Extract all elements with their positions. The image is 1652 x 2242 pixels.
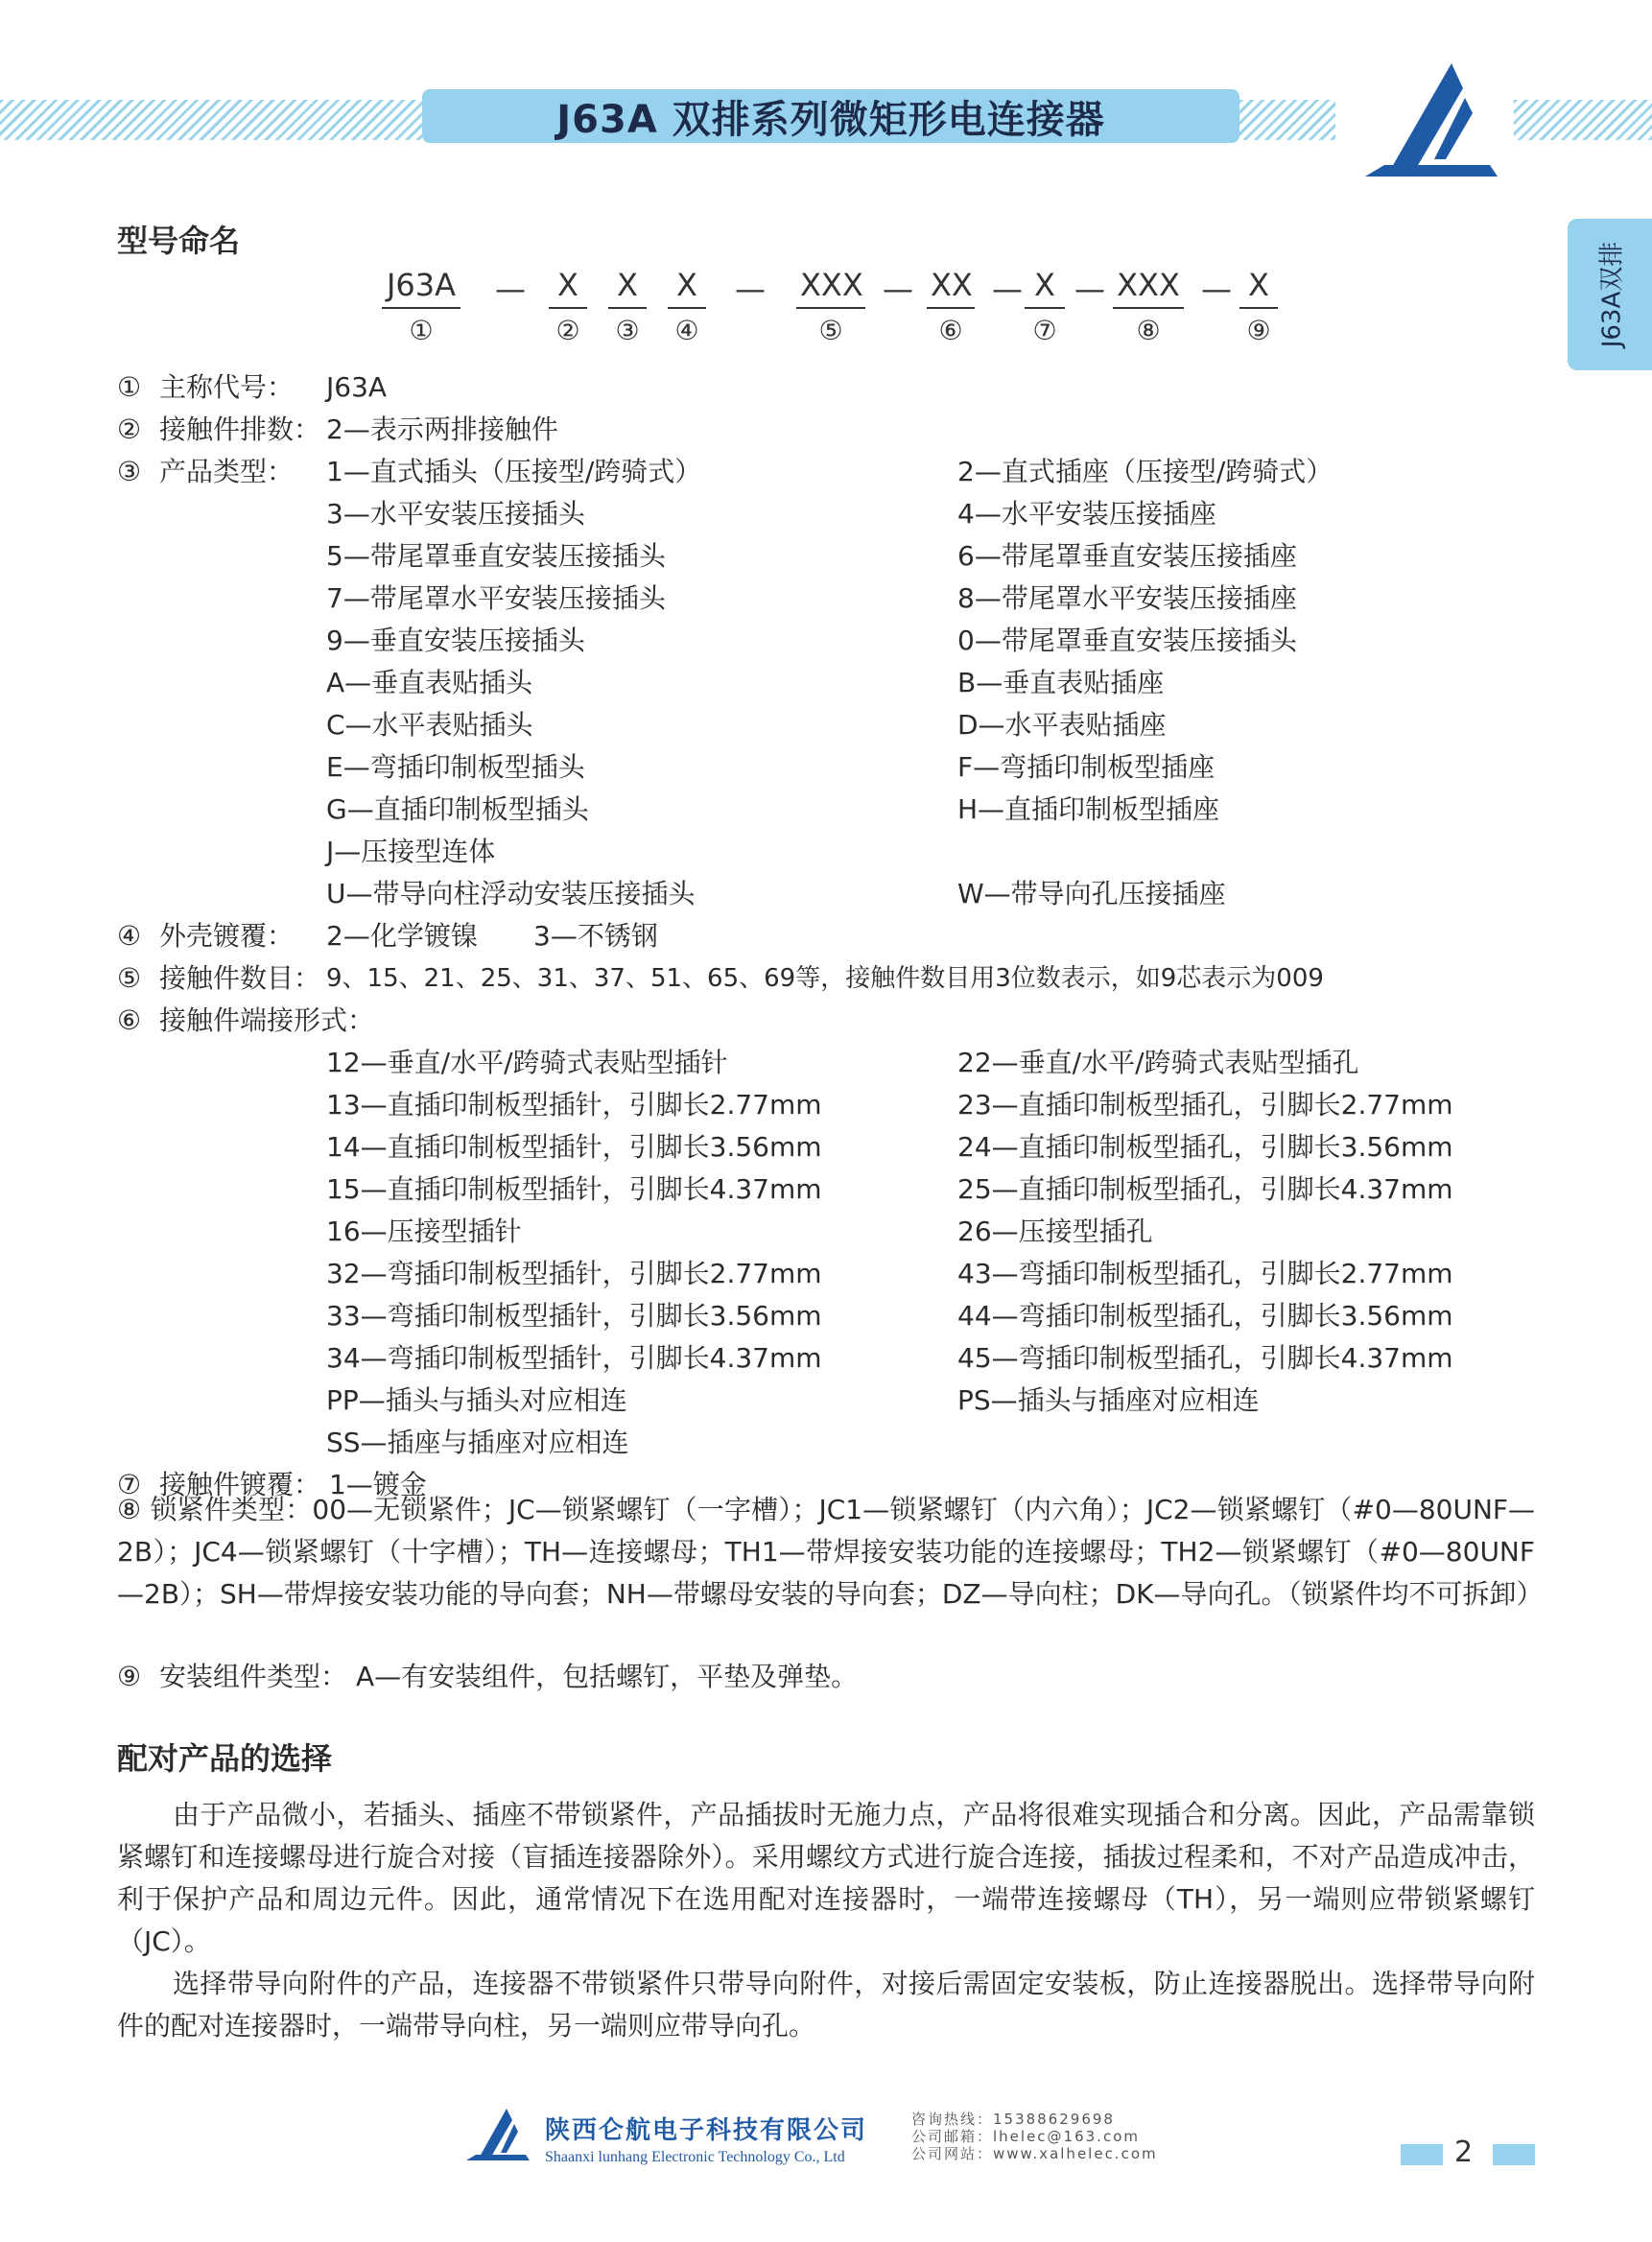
list-item: U—带导向柱浮动安装压接插头: [326, 878, 696, 909]
code-part: XXX: [1113, 267, 1184, 309]
list-item: 24—直插印制板型插孔，引脚长3.56mm: [957, 1131, 1453, 1163]
list-item: J—压接型连体: [326, 836, 496, 867]
list-item: C—水平表贴插头: [326, 709, 533, 741]
code-segment: [549, 267, 587, 347]
item-mount-kit: [117, 1660, 858, 1694]
list-item: G—直插印制板型插头: [326, 793, 589, 825]
item-value: 1—镀金: [328, 1469, 427, 1500]
contact-phone: 咨询热线：15388629698: [911, 2111, 1115, 2128]
item-number: ②: [117, 413, 142, 445]
item-label: 接触件端接形式：: [159, 1004, 375, 1036]
code-segment: [668, 267, 706, 347]
code-number: ⑨: [1246, 315, 1271, 346]
code-dash: —: [883, 271, 913, 307]
code-part: X: [668, 267, 706, 309]
item-number: ⑦: [117, 1469, 142, 1500]
code-number: ⑦: [1032, 315, 1057, 346]
item-number: ⑥: [117, 1004, 142, 1036]
code-part: XX: [927, 267, 975, 309]
list-item: 6—带尾罩垂直安装压接插座: [957, 540, 1297, 572]
section-heading-mating: 配对产品的选择: [117, 1740, 333, 1777]
code-dash: —: [1201, 271, 1232, 307]
list-item: 43—弯插印制板型插孔，引脚长2.77mm: [957, 1258, 1453, 1289]
list-item: 32—弯插印制板型插针，引脚长2.77mm: [326, 1258, 822, 1289]
code-number: ②: [555, 315, 580, 346]
list-item: 45—弯插印制板型插孔，引脚长4.37mm: [957, 1342, 1453, 1374]
code-dash: —: [735, 271, 766, 307]
list-item: SS—插座与插座对应相连: [326, 1427, 629, 1458]
page-bar-left: [1401, 2144, 1443, 2165]
code-number: ⑤: [818, 315, 843, 346]
list-item: 15—直插印制板型插针，引脚长4.37mm: [326, 1173, 822, 1205]
contact-info: [911, 2111, 1158, 2162]
code-segment: [1025, 267, 1065, 347]
item-value: A—有安装组件，包括螺钉，平垫及弹垫。: [355, 1661, 859, 1692]
list-item: 12—垂直/水平/跨骑式表贴型插针: [326, 1047, 728, 1078]
list-item: A—垂直表贴插头: [326, 667, 533, 698]
item-label: 接触件数目：: [159, 962, 321, 994]
mating-description: [117, 1794, 1535, 2047]
list-item: 13—直插印制板型插针，引脚长2.77mm: [326, 1089, 822, 1121]
item-lock-type: ⑧ 锁紧件类型：00—无锁紧件；JC—锁紧螺钉（一字槽）；JC1—锁紧螺钉（内六角）；JC2—锁紧螺钉（#0—80UNF—2B）；JC4—锁紧螺钉（十字槽）；TH—连接螺母；TH1—带焊接安装功能的连接螺母；TH2—锁紧螺钉（#0—80UNF—2B）；SH—带焊接安装功能的导向套；NH—带螺母安装的导向套；DZ—导向柱；DK—导向孔。（锁紧件均不可拆卸）: [117, 1494, 1544, 1610]
item-main-code: [117, 370, 294, 405]
code-segment: [796, 267, 865, 347]
list-item: 3—水平安装压接插头: [326, 498, 585, 530]
item-label: 安装组件类型：: [159, 1661, 348, 1692]
code-part: X: [608, 267, 647, 309]
item-label: 主称代号：: [159, 371, 295, 403]
code-segment: [608, 267, 647, 347]
side-tab: [1568, 219, 1652, 370]
code-dash: —: [495, 271, 526, 307]
code-segment: [927, 267, 975, 347]
list-item: 4—水平安装压接插座: [957, 498, 1216, 530]
page-title: J63A 双排系列微矩形电连接器: [422, 89, 1239, 143]
page-number: 2: [1454, 2136, 1474, 2169]
header-hatch-far-right: [1514, 100, 1652, 140]
list-item: 16—压接型插针: [326, 1215, 522, 1247]
page-bar-right: [1493, 2144, 1535, 2165]
company-logo-icon: [1357, 59, 1501, 184]
list-item: H—直插印制板型插座: [957, 793, 1220, 825]
list-item: D—水平表贴插座: [957, 709, 1167, 741]
footer-logo-icon: [464, 2107, 531, 2164]
side-tab-label: J63A双排: [1597, 241, 1627, 348]
item-value: 3—不锈钢: [533, 920, 658, 952]
company-name-en: Shaanxi lunhang Electronic Technology Co., Ltd: [545, 2149, 845, 2165]
list-item: 34—弯插印制板型插针，引脚长4.37mm: [326, 1342, 822, 1374]
item-label: 接触件镀覆：: [159, 1469, 321, 1500]
item-label: 产品类型：: [159, 456, 295, 487]
code-dash: —: [992, 271, 1023, 307]
code-part: X: [1239, 267, 1278, 309]
item-value: 2—表示两排接触件: [326, 413, 558, 445]
item-number: ①: [117, 371, 142, 403]
code-part: J63A: [382, 267, 460, 309]
code-part: X: [1025, 267, 1065, 309]
code-number: ③: [615, 315, 640, 346]
list-item: 2—直式插座（压接型/跨骑式）: [957, 456, 1333, 487]
list-item: 14—直插印制板型插针，引脚长3.56mm: [326, 1131, 822, 1163]
list-item: 9—垂直安装压接插头: [326, 625, 585, 656]
list-item: W—带导向孔压接插座: [957, 878, 1226, 909]
code-number: ④: [674, 315, 699, 346]
list-item: 22—垂直/水平/跨骑式表贴型插孔: [957, 1047, 1359, 1078]
list-item: 1—直式插头（压接型/跨骑式）: [326, 456, 702, 487]
item-termination: [117, 1003, 374, 1038]
header-hatch-right: [1239, 100, 1335, 140]
item-value: 9、15、21、25、31、37、51、65、69等，接触件数目用3位数表示，如9芯表示为009: [326, 964, 1324, 993]
list-item: 26—压接型插孔: [957, 1215, 1153, 1247]
code-segment: [382, 267, 460, 347]
company-name-cn: 陕西仑航电子科技有限公司: [545, 2116, 868, 2145]
code-segment: [1239, 267, 1278, 347]
item-label: 接触件排数：: [159, 413, 321, 445]
contact-email: 公司邮箱：lhelec@163.com: [911, 2128, 1140, 2145]
list-item: 44—弯插印制板型插孔，引脚长3.56mm: [957, 1300, 1453, 1332]
code-number: ⑥: [938, 315, 963, 346]
item-value: 2—化学镀镍: [326, 920, 478, 952]
code-part: XXX: [796, 267, 865, 309]
list-item: 0—带尾罩垂直安装压接插头: [957, 625, 1297, 656]
item-shell-plating: [117, 919, 294, 954]
item-product-type: [117, 455, 294, 489]
code-number: ⑧: [1136, 315, 1161, 346]
list-item: PS—插头与插座对应相连: [957, 1384, 1260, 1416]
list-item: 7—带尾罩水平安装压接插头: [326, 582, 666, 614]
item-number: ④: [117, 920, 142, 952]
item-value: J63A: [326, 371, 388, 403]
section-heading-naming: 型号命名: [117, 223, 241, 259]
item-label: 外壳镀覆：: [159, 920, 295, 952]
item-contact-count: [117, 961, 320, 996]
item-number: ③: [117, 456, 142, 487]
list-item: PP—插头与插头对应相连: [326, 1384, 627, 1416]
list-item: E—弯插印制板型插头: [326, 751, 585, 783]
item-number: ⑨: [117, 1661, 142, 1692]
code-part: X: [549, 267, 587, 309]
list-item: 8—带尾罩水平安装压接插座: [957, 582, 1297, 614]
list-item: 5—带尾罩垂直安装压接插头: [326, 540, 666, 572]
contact-website: 公司网站：www.xalhelec.com: [911, 2145, 1158, 2162]
paragraph: 选择带导向附件的产品，连接器不带锁紧件只带导向附件，对接后需固定安装板，防止连接器脱出。选择带导向附件的配对连接器时，一端带导向柱，另一端则应带导向孔。: [117, 1968, 1535, 2041]
list-item: B—垂直表贴插座: [957, 667, 1165, 698]
header-hatch-left: [0, 100, 422, 140]
paragraph: 由于产品微小，若插头、插座不带锁紧件，产品插拔时无施力点，产品将很难实现插合和分离。因此，产品需靠锁紧螺钉和连接螺母进行旋合对接（盲插连接器除外）。采用螺纹方式进行旋合连接，插拔过程柔和，不对产品造成冲击，利于保护产品和周边元件。因此，通常情况下在选用配对连接器时，一端带连接螺母（TH），另一端则应带锁紧螺钉（JC）。: [117, 1799, 1535, 1957]
list-item: 23—直插印制板型插孔，引脚长2.77mm: [957, 1089, 1453, 1121]
code-segment: [1113, 267, 1184, 347]
item-row-count: [117, 413, 320, 447]
list-item: 33—弯插印制板型插针，引脚长3.56mm: [326, 1300, 822, 1332]
code-number: ①: [409, 315, 434, 346]
code-dash: —: [1074, 271, 1105, 307]
list-item: 25—直插印制板型插孔，引脚长4.37mm: [957, 1173, 1453, 1205]
item-number: ⑤: [117, 962, 142, 994]
list-item: F—弯插印制板型插座: [957, 751, 1215, 783]
